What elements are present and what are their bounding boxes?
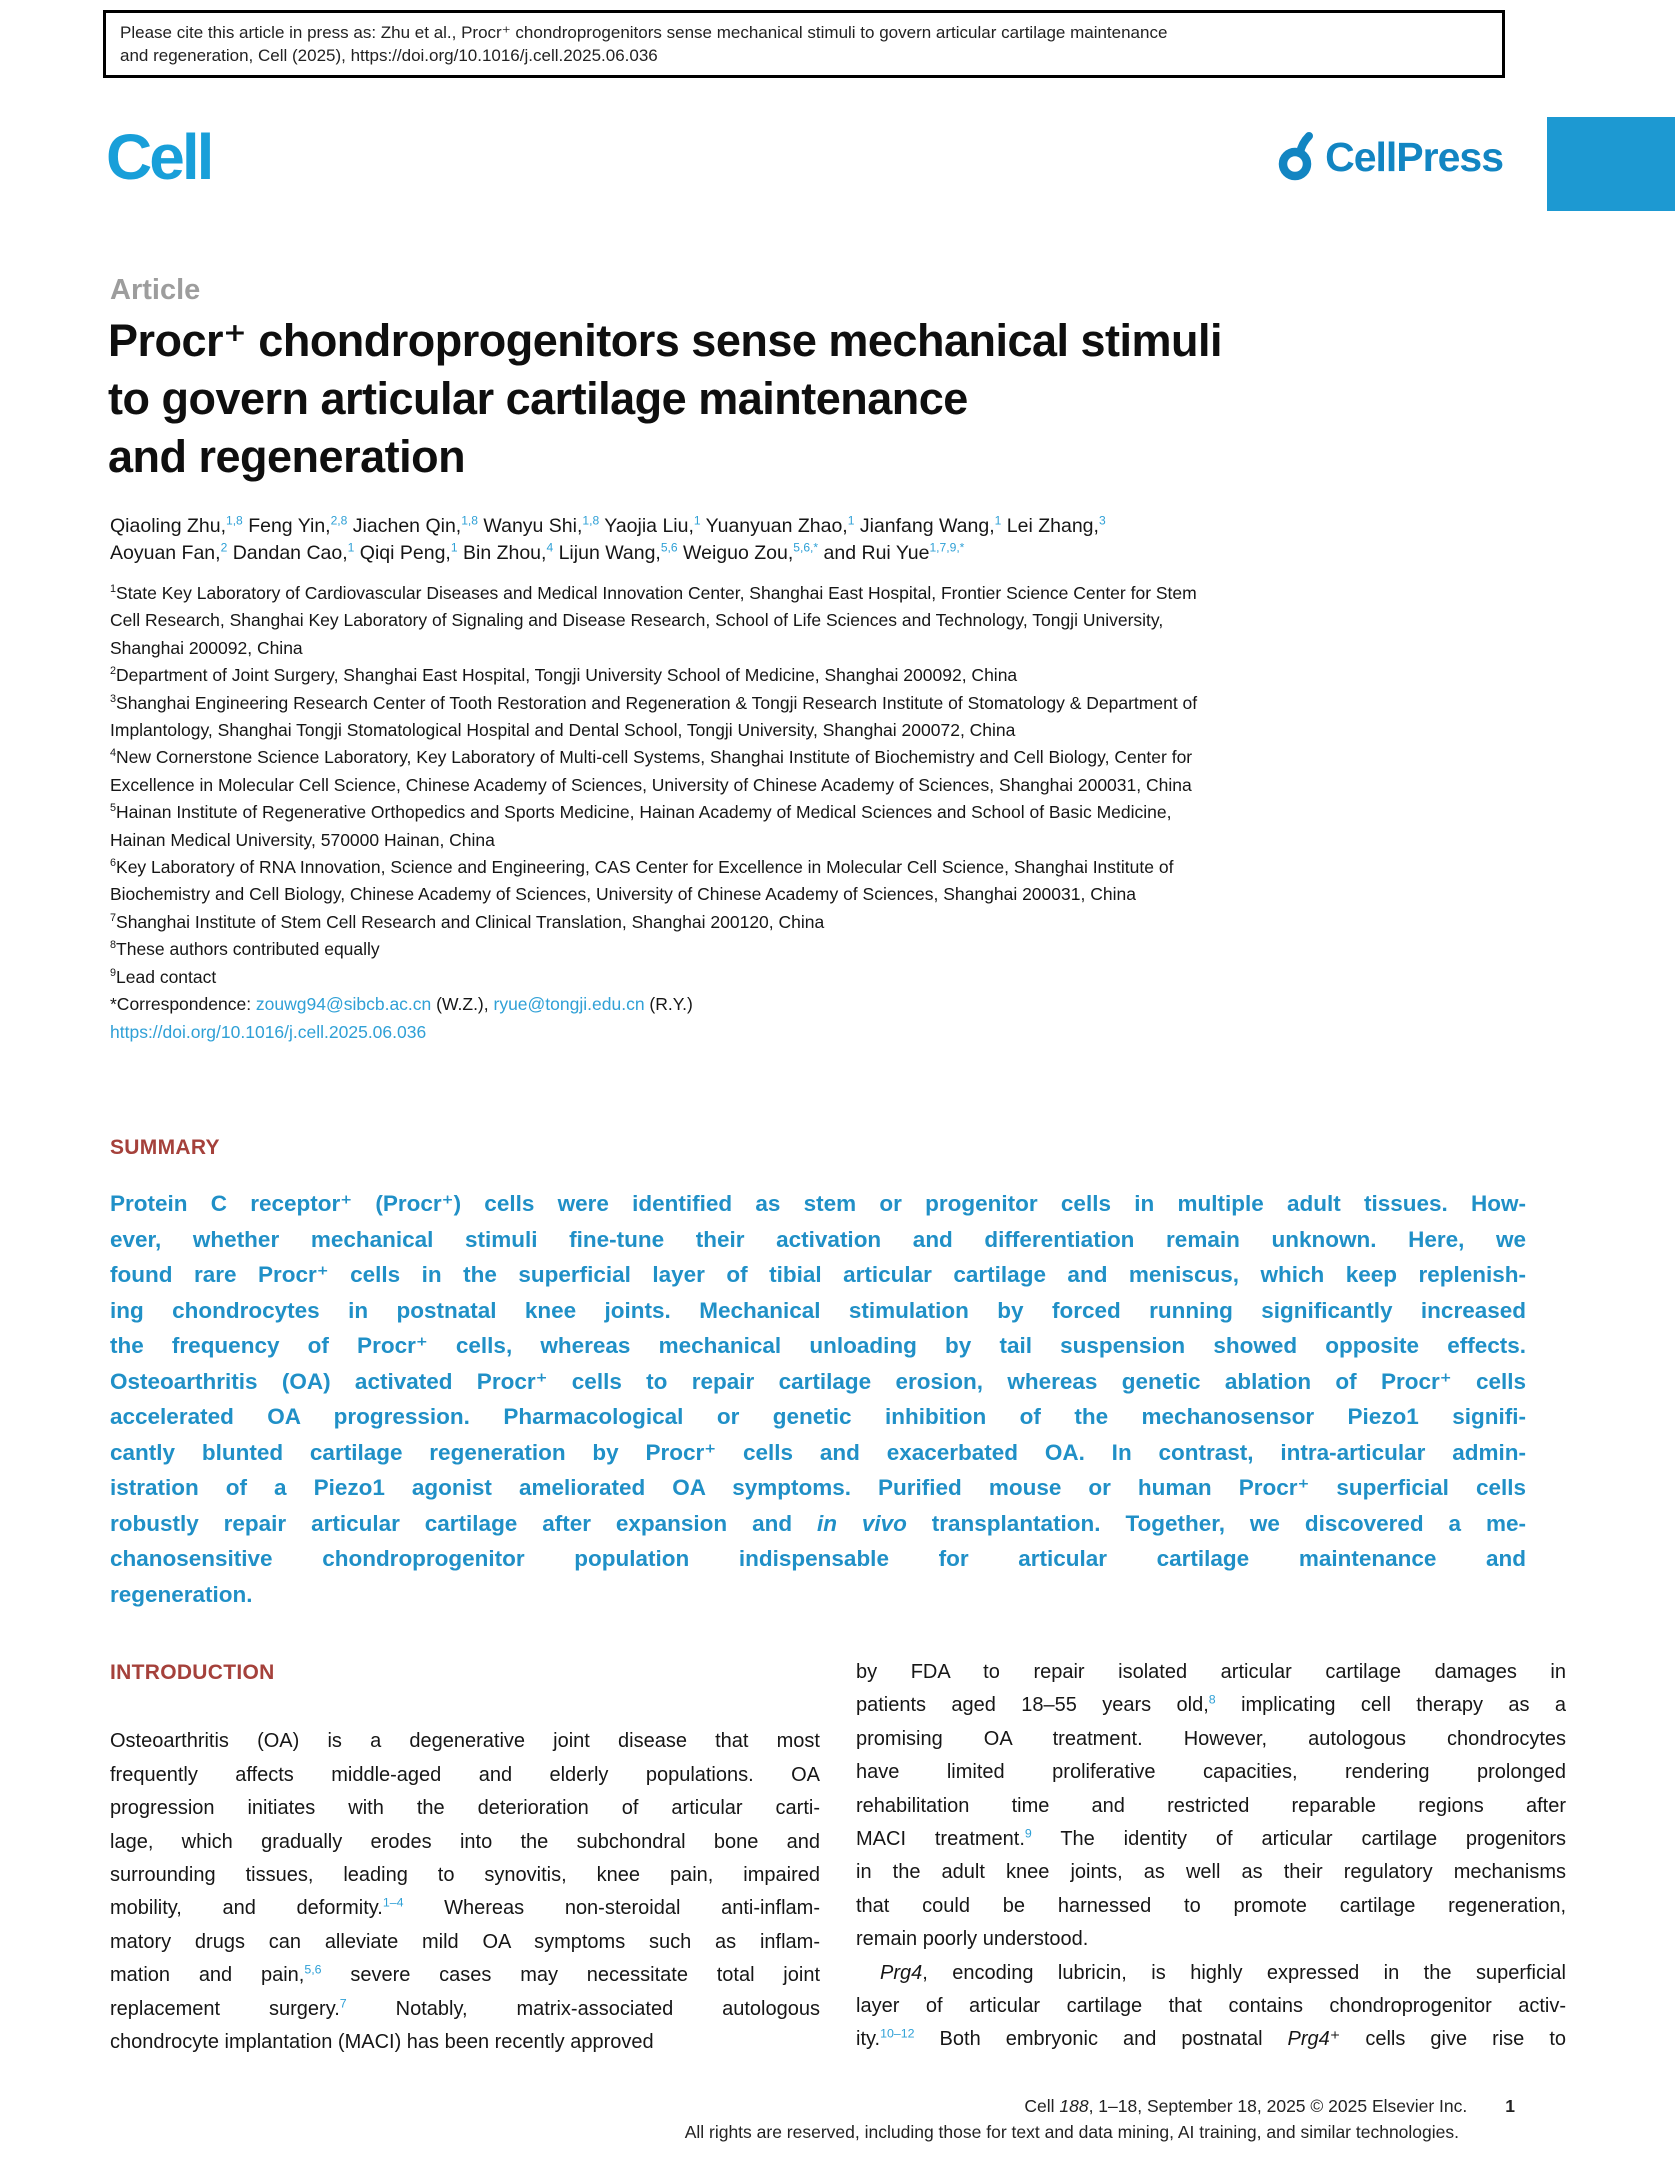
text-segment: Implantology, Shanghai Tongji Stomatological Hospital and Dental School, Tongji University, Shanghai 200072, China xyxy=(110,720,1016,741)
affiliation-line xyxy=(110,964,1197,991)
text-segment: MACI treatment. xyxy=(856,1828,1025,1851)
text-segment: 4 xyxy=(110,747,117,760)
cellpress-logo-text: CellPress xyxy=(1325,133,1503,180)
text-segment: the frequency of Procr⁺ cells, whereas mechanical unloading by tail suspension showed opposite effects. xyxy=(110,1333,1526,1358)
reference-superscript[interactable]: 1–4 xyxy=(382,1895,404,1910)
summary-line xyxy=(110,1328,1526,1364)
body-text-line xyxy=(110,1959,820,1992)
reference-superscript[interactable]: 2 xyxy=(220,540,228,555)
text-segment: Yaojia Liu, xyxy=(599,515,694,537)
reference-superscript[interactable]: 1,8 xyxy=(461,513,478,528)
intro-paragraph xyxy=(110,1725,820,2059)
reference-superscript[interactable]: 5,6 xyxy=(660,540,678,555)
text-segment: 8 xyxy=(110,939,117,952)
summary-line xyxy=(110,1222,1526,1258)
affiliation-line xyxy=(110,909,1197,936)
body-text-line xyxy=(856,1790,1566,1823)
text-segment: layer of articular cartilage that contains chondroprogenitor activ- xyxy=(856,1995,1566,2018)
summary-line xyxy=(110,1186,1526,1222)
text-segment: have limited proliferative capacities, rendering prolonged xyxy=(856,1761,1566,1784)
text-segment: Shanghai Engineering Research Center of Tooth Restoration and Regeneration & Tongji Research Institute of Stomatology & Department of xyxy=(116,692,1198,713)
text-segment: 7 xyxy=(110,912,117,925)
journal-volume-citation xyxy=(1024,2096,1467,2116)
text-segment: progression initiates with the deterioration of articular carti- xyxy=(110,1797,820,1820)
cellpress-logo xyxy=(1276,132,1503,182)
text-segment: , encoding lubricin, is highly expressed in the superficial xyxy=(922,1961,1566,1984)
text-segment: 6 xyxy=(110,857,117,870)
affiliation-line xyxy=(110,772,1197,799)
text-segment: in vivo xyxy=(816,1510,907,1536)
text-segment: cantly blunted cartilage regeneration by Procr⁺ cells and exacerbated OA. In contrast, intra-articular admin- xyxy=(110,1439,1526,1465)
body-text-line xyxy=(856,1923,1566,1956)
text-segment: Both embryonic and postnatal xyxy=(914,2028,1288,2051)
affiliation-line xyxy=(110,580,1197,607)
reference-superscript[interactable]: 1 xyxy=(994,513,1002,528)
text-segment: Shanghai Institute of Stem Cell Research and Clinical Translation, Shanghai 200120, China xyxy=(116,911,825,932)
reference-superscript[interactable]: 5,6 xyxy=(304,1962,322,1977)
text-segment: istration of a Piezo1 agonist ameliorated OA symptoms. Purified mouse or human Procr⁺ superficial cells xyxy=(110,1475,1526,1500)
text-segment: Wanyu Shi, xyxy=(478,515,583,537)
text-segment: Lei Zhang, xyxy=(1001,515,1099,537)
text-segment: Prg4 xyxy=(1287,2028,1330,2051)
text-segment: Excellence in Molecular Cell Science, Chinese Academy of Sciences, University of Chinese Academy of Sciences, Shanghai 200031, China xyxy=(110,774,1192,795)
text-segment: frequently affects middle-aged and elderly populations. OA xyxy=(110,1763,820,1786)
body-text-line xyxy=(856,1656,1566,1689)
text-segment: (R.Y.) xyxy=(644,994,693,1015)
summary-line xyxy=(110,1364,1526,1400)
text-segment: These authors contributed equally xyxy=(116,939,380,960)
text-segment: ing chondrocytes in postnatal knee joints. Mechanical stimulation by forced running significantly increased xyxy=(110,1297,1526,1323)
text-segment: accelerated OA progression. Pharmacological or genetic inhibition of the mechanosensor Piezo1 signifi- xyxy=(110,1404,1526,1429)
body-text-line xyxy=(856,1723,1566,1756)
text-segment: that could be harnessed to promote cartilage regeneration, xyxy=(856,1894,1566,1917)
reference-superscript[interactable]: 10–12 xyxy=(880,2026,915,2041)
affiliation-line xyxy=(110,717,1197,744)
body-text-line xyxy=(110,1826,820,1859)
reference-superscript[interactable]: 8 xyxy=(1208,1692,1216,1707)
reference-superscript[interactable]: 1,7,9,* xyxy=(929,540,965,555)
intro-column-left xyxy=(110,1656,820,2059)
affiliation-line xyxy=(110,635,1197,662)
text-segment: 1 xyxy=(110,583,117,596)
body-text-line xyxy=(856,1856,1566,1889)
text-segment: 2 xyxy=(110,665,117,678)
text-segment: lage, which gradually erodes into the subchondral bone and xyxy=(110,1830,820,1853)
intro-paragraph xyxy=(856,1656,1566,1957)
body-text-line xyxy=(856,1990,1566,2023)
text-segment: Feng Yin, xyxy=(242,515,331,537)
affiliation-line xyxy=(110,991,1197,1018)
author-list xyxy=(110,513,1106,567)
reference-superscript[interactable]: 1,8 xyxy=(225,513,243,528)
text-segment: patients aged 18–55 years old, xyxy=(856,1694,1209,1717)
text-segment: by FDA to repair isolated articular cartilage damages in xyxy=(856,1661,1566,1683)
body-text-line xyxy=(110,1892,820,1925)
summary-line xyxy=(110,1257,1526,1293)
text-segment: Biochemistry and Cell Biology, Chinese Academy of Sciences, University of Chinese Academy of Sciences, Shanghai 200031, China xyxy=(110,884,1136,905)
summary-line xyxy=(110,1541,1526,1577)
text-segment: Osteoarthritis (OA) activated Procr⁺ cells to repair cartilage erosion, whereas genetic ablation of Procr⁺ cells xyxy=(110,1368,1526,1394)
page-footer xyxy=(110,2094,1515,2145)
body-text-line xyxy=(110,1993,820,2026)
text-segment: ity. xyxy=(856,2028,881,2051)
text-segment: Jiachen Qin, xyxy=(347,515,462,537)
summary-line xyxy=(110,1470,1526,1506)
affiliations-block xyxy=(110,580,1197,1046)
text-segment: The identity of articular cartilage progenitors xyxy=(1031,1828,1566,1851)
text-segment: mation and pain, xyxy=(110,1964,305,1987)
body-text-line xyxy=(856,1689,1566,1722)
reference-superscript[interactable]: 2,8 xyxy=(330,513,348,528)
article-type-label: Article xyxy=(110,274,201,306)
summary-line xyxy=(110,1435,1526,1471)
text-segment: Osteoarthritis (OA) is a degenerative joint disease that most xyxy=(110,1730,820,1753)
affiliation-line xyxy=(110,799,1197,826)
rights-statement: All rights are reserved, including those for text and data mining, AI training, and similar technologies. xyxy=(684,2121,1459,2142)
text-segment: ever, whether mechanical stimuli fine-tune their activation and differentiation remain unknown. Here, we xyxy=(110,1226,1526,1252)
text-segment: replacement surgery. xyxy=(110,1997,340,2020)
text-segment: Shanghai 200092, China xyxy=(110,637,303,658)
affiliation-line xyxy=(110,1019,1197,1046)
text-segment: in the adult knee joints, as well as their regulatory mechanisms xyxy=(856,1861,1566,1884)
text-segment: Key Laboratory of RNA Innovation, Science and Engineering, CAS Center for Excellence in Molecular Cell Science, Shanghai Institute of xyxy=(116,857,1174,878)
text-segment: Hainan Institute of Regenerative Orthopedics and Sports Medicine, Hainan Academy of Medical Sciences and School of Basic Medicine, xyxy=(116,802,1172,823)
affiliation-line xyxy=(110,690,1197,717)
text-segment: remain poorly understood. xyxy=(856,1928,1089,1951)
reference-superscript[interactable]: 1 xyxy=(347,540,355,555)
text-segment: 188 xyxy=(1059,2096,1089,2116)
article-title-line: and regeneration xyxy=(108,431,466,482)
cell-journal-logo: Cell xyxy=(106,121,212,193)
intro-column-right xyxy=(856,1656,1566,2059)
reference-superscript[interactable]: 1,8 xyxy=(582,513,600,528)
text-segment: promising OA treatment. However, autologous chondrocytes xyxy=(856,1727,1566,1750)
text-segment: 9 xyxy=(110,966,117,979)
text-segment: implicating cell therapy as a xyxy=(1215,1694,1566,1717)
citation-banner xyxy=(103,10,1505,78)
text-segment: robustly repair articular cartilage after expansion and xyxy=(110,1510,817,1536)
text-segment: (W.Z.), xyxy=(431,994,494,1015)
text-segment: severe cases may necessitate total joint xyxy=(321,1964,820,1987)
hyperlink[interactable]: zouwg94@sibcb.ac.cn xyxy=(255,994,432,1015)
text-segment: Qiaoling Zhu, xyxy=(110,515,226,537)
hyperlink[interactable]: https://doi.org/10.1016/j.cell.2025.06.036 xyxy=(110,1021,427,1042)
summary-line xyxy=(110,1577,1526,1613)
text-segment: Yuanyuan Zhao, xyxy=(700,515,848,537)
text-segment: surrounding tissues, leading to synovitis, knee pain, impaired xyxy=(110,1864,820,1887)
text-segment: found rare Procr⁺ cells in the superficial layer of tibial articular cartilage and meniscus, which keep replenish- xyxy=(110,1262,1526,1287)
text-segment: Qiqi Peng, xyxy=(354,542,451,564)
corner-accent-rectangle xyxy=(1547,117,1675,211)
text-segment: Cell xyxy=(1024,2096,1060,2116)
affiliation-line xyxy=(110,854,1197,881)
affiliation-line xyxy=(110,662,1197,689)
text-segment: regeneration. xyxy=(110,1581,253,1607)
body-text-line xyxy=(110,1792,820,1825)
text-segment: Department of Joint Surgery, Shanghai East Hospital, Tongji University School of Medicine, Shanghai 200092, China xyxy=(116,665,1018,686)
text-segment: 5 xyxy=(110,802,117,815)
body-text-line xyxy=(110,1926,820,1959)
text-segment: Bin Zhou, xyxy=(457,542,547,564)
reference-superscript[interactable]: 4 xyxy=(546,540,554,555)
citation-banner-line: and regeneration, Cell (2025), https://doi.org/10.1016/j.cell.2025.06.036 xyxy=(120,46,658,65)
intro-paragraph xyxy=(856,1957,1566,2057)
affiliation-line xyxy=(110,881,1197,908)
body-text-line xyxy=(856,1823,1566,1856)
text-segment: Notably, matrix-associated autologous xyxy=(346,1997,820,2020)
text-segment: Dandan Cao, xyxy=(227,542,348,564)
text-segment: and Rui Yue xyxy=(818,542,930,564)
body-text-line xyxy=(110,1859,820,1892)
introduction-section xyxy=(110,1656,1566,2059)
text-segment: Lead contact xyxy=(116,966,217,987)
article-title-line: to govern articular cartilage maintenance xyxy=(108,373,968,424)
text-segment: Lijun Wang, xyxy=(553,542,661,564)
hyperlink[interactable]: ryue@tongji.edu.cn xyxy=(493,994,645,1015)
reference-superscript[interactable]: 7 xyxy=(339,1996,347,2010)
reference-superscript[interactable]: 9 xyxy=(1024,1826,1032,1841)
text-segment: mobility, and deformity. xyxy=(110,1897,383,1920)
body-text-line xyxy=(856,1890,1566,1923)
affiliation-line xyxy=(110,744,1197,771)
body-text-line xyxy=(110,2026,820,2059)
summary-paragraph xyxy=(110,1186,1526,1612)
body-text-line xyxy=(110,1725,820,1758)
reference-superscript[interactable]: 1 xyxy=(847,513,855,528)
reference-superscript[interactable]: 1 xyxy=(693,513,701,528)
summary-heading: SUMMARY xyxy=(110,1136,220,1159)
summary-line xyxy=(110,1506,1526,1542)
author-line xyxy=(110,513,1106,540)
body-text-line xyxy=(856,1756,1566,1789)
body-text-line xyxy=(856,1957,1566,1990)
cellpress-swoosh-icon xyxy=(1276,132,1318,182)
affiliation-line xyxy=(110,936,1197,963)
text-segment: Jianfang Wang, xyxy=(854,515,995,537)
text-segment: Cell Research, Shanghai Key Laboratory of Signaling and Disease Research, School of Life Sciences and Technology, Tongji University, xyxy=(110,610,1164,631)
affiliation-line xyxy=(110,607,1197,634)
text-segment: rehabilitation time and restricted reparable regions after xyxy=(856,1794,1566,1817)
text-segment: matory drugs can alleviate mild OA symptoms such as inflam- xyxy=(110,1930,820,1953)
text-segment: Hainan Medical University, 570000 Hainan, China xyxy=(110,829,495,850)
summary-line xyxy=(110,1399,1526,1435)
text-segment: chanosensitive chondroprogenitor population indispensable for articular cartilage maintenance and xyxy=(110,1546,1526,1571)
reference-superscript[interactable]: 5,6,* xyxy=(793,540,819,555)
summary-line xyxy=(110,1293,1526,1329)
author-line xyxy=(110,540,1106,567)
citation-banner-line: Please cite this article in press as: Zhu et al., Procr⁺ chondroprogenitors sense mechanical stimuli to govern articular cartilage maintenance xyxy=(120,23,1168,42)
reference-superscript[interactable]: 3 xyxy=(1098,513,1106,528)
text-segment: Aoyuan Fan, xyxy=(110,542,221,564)
text-segment: transplantation. Together, we discovered a me- xyxy=(906,1510,1526,1536)
text-segment: chondrocyte implantation (MACI) has been recently approved xyxy=(110,2031,654,2054)
text-segment: State Key Laboratory of Cardiovascular Diseases and Medical Innovation Center, Shanghai East Hospital, Frontier Science Center for Stem xyxy=(116,583,1197,603)
article-title xyxy=(108,312,1222,486)
body-text-line xyxy=(856,2023,1566,2056)
text-segment: Whereas non-steroidal anti-inflam- xyxy=(403,1897,820,1920)
text-segment: Prg4 xyxy=(880,1961,923,1984)
reference-superscript[interactable]: 1 xyxy=(450,540,458,555)
article-title-line: Procr⁺ chondroprogenitors sense mechanical stimuli xyxy=(108,315,1223,366)
body-text-line xyxy=(110,1759,820,1792)
footer-citation-line xyxy=(110,2094,1515,2120)
text-segment: Weiguo Zou, xyxy=(677,542,794,564)
text-segment: New Cornerstone Science Laboratory, Key Laboratory of Multi-cell Systems, Shanghai Institute of Biochemistry and Cell Biology, Center for xyxy=(116,747,1193,768)
page-number: 1 xyxy=(1505,2096,1515,2116)
affiliation-line xyxy=(110,827,1197,854)
text-segment: , 1–18, September 18, 2025 © 2025 Elsevier Inc. xyxy=(1088,2096,1468,2116)
introduction-heading: INTRODUCTION xyxy=(110,1661,275,1684)
text-segment: Protein C receptor⁺ (Procr⁺) cells were identified as stem or progenitor cells in multiple adult tissues. How- xyxy=(110,1191,1526,1216)
text-segment: *Correspondence: xyxy=(110,994,256,1015)
text-segment: ⁺ cells give rise to xyxy=(1329,2028,1566,2051)
text-segment: 3 xyxy=(110,692,117,705)
